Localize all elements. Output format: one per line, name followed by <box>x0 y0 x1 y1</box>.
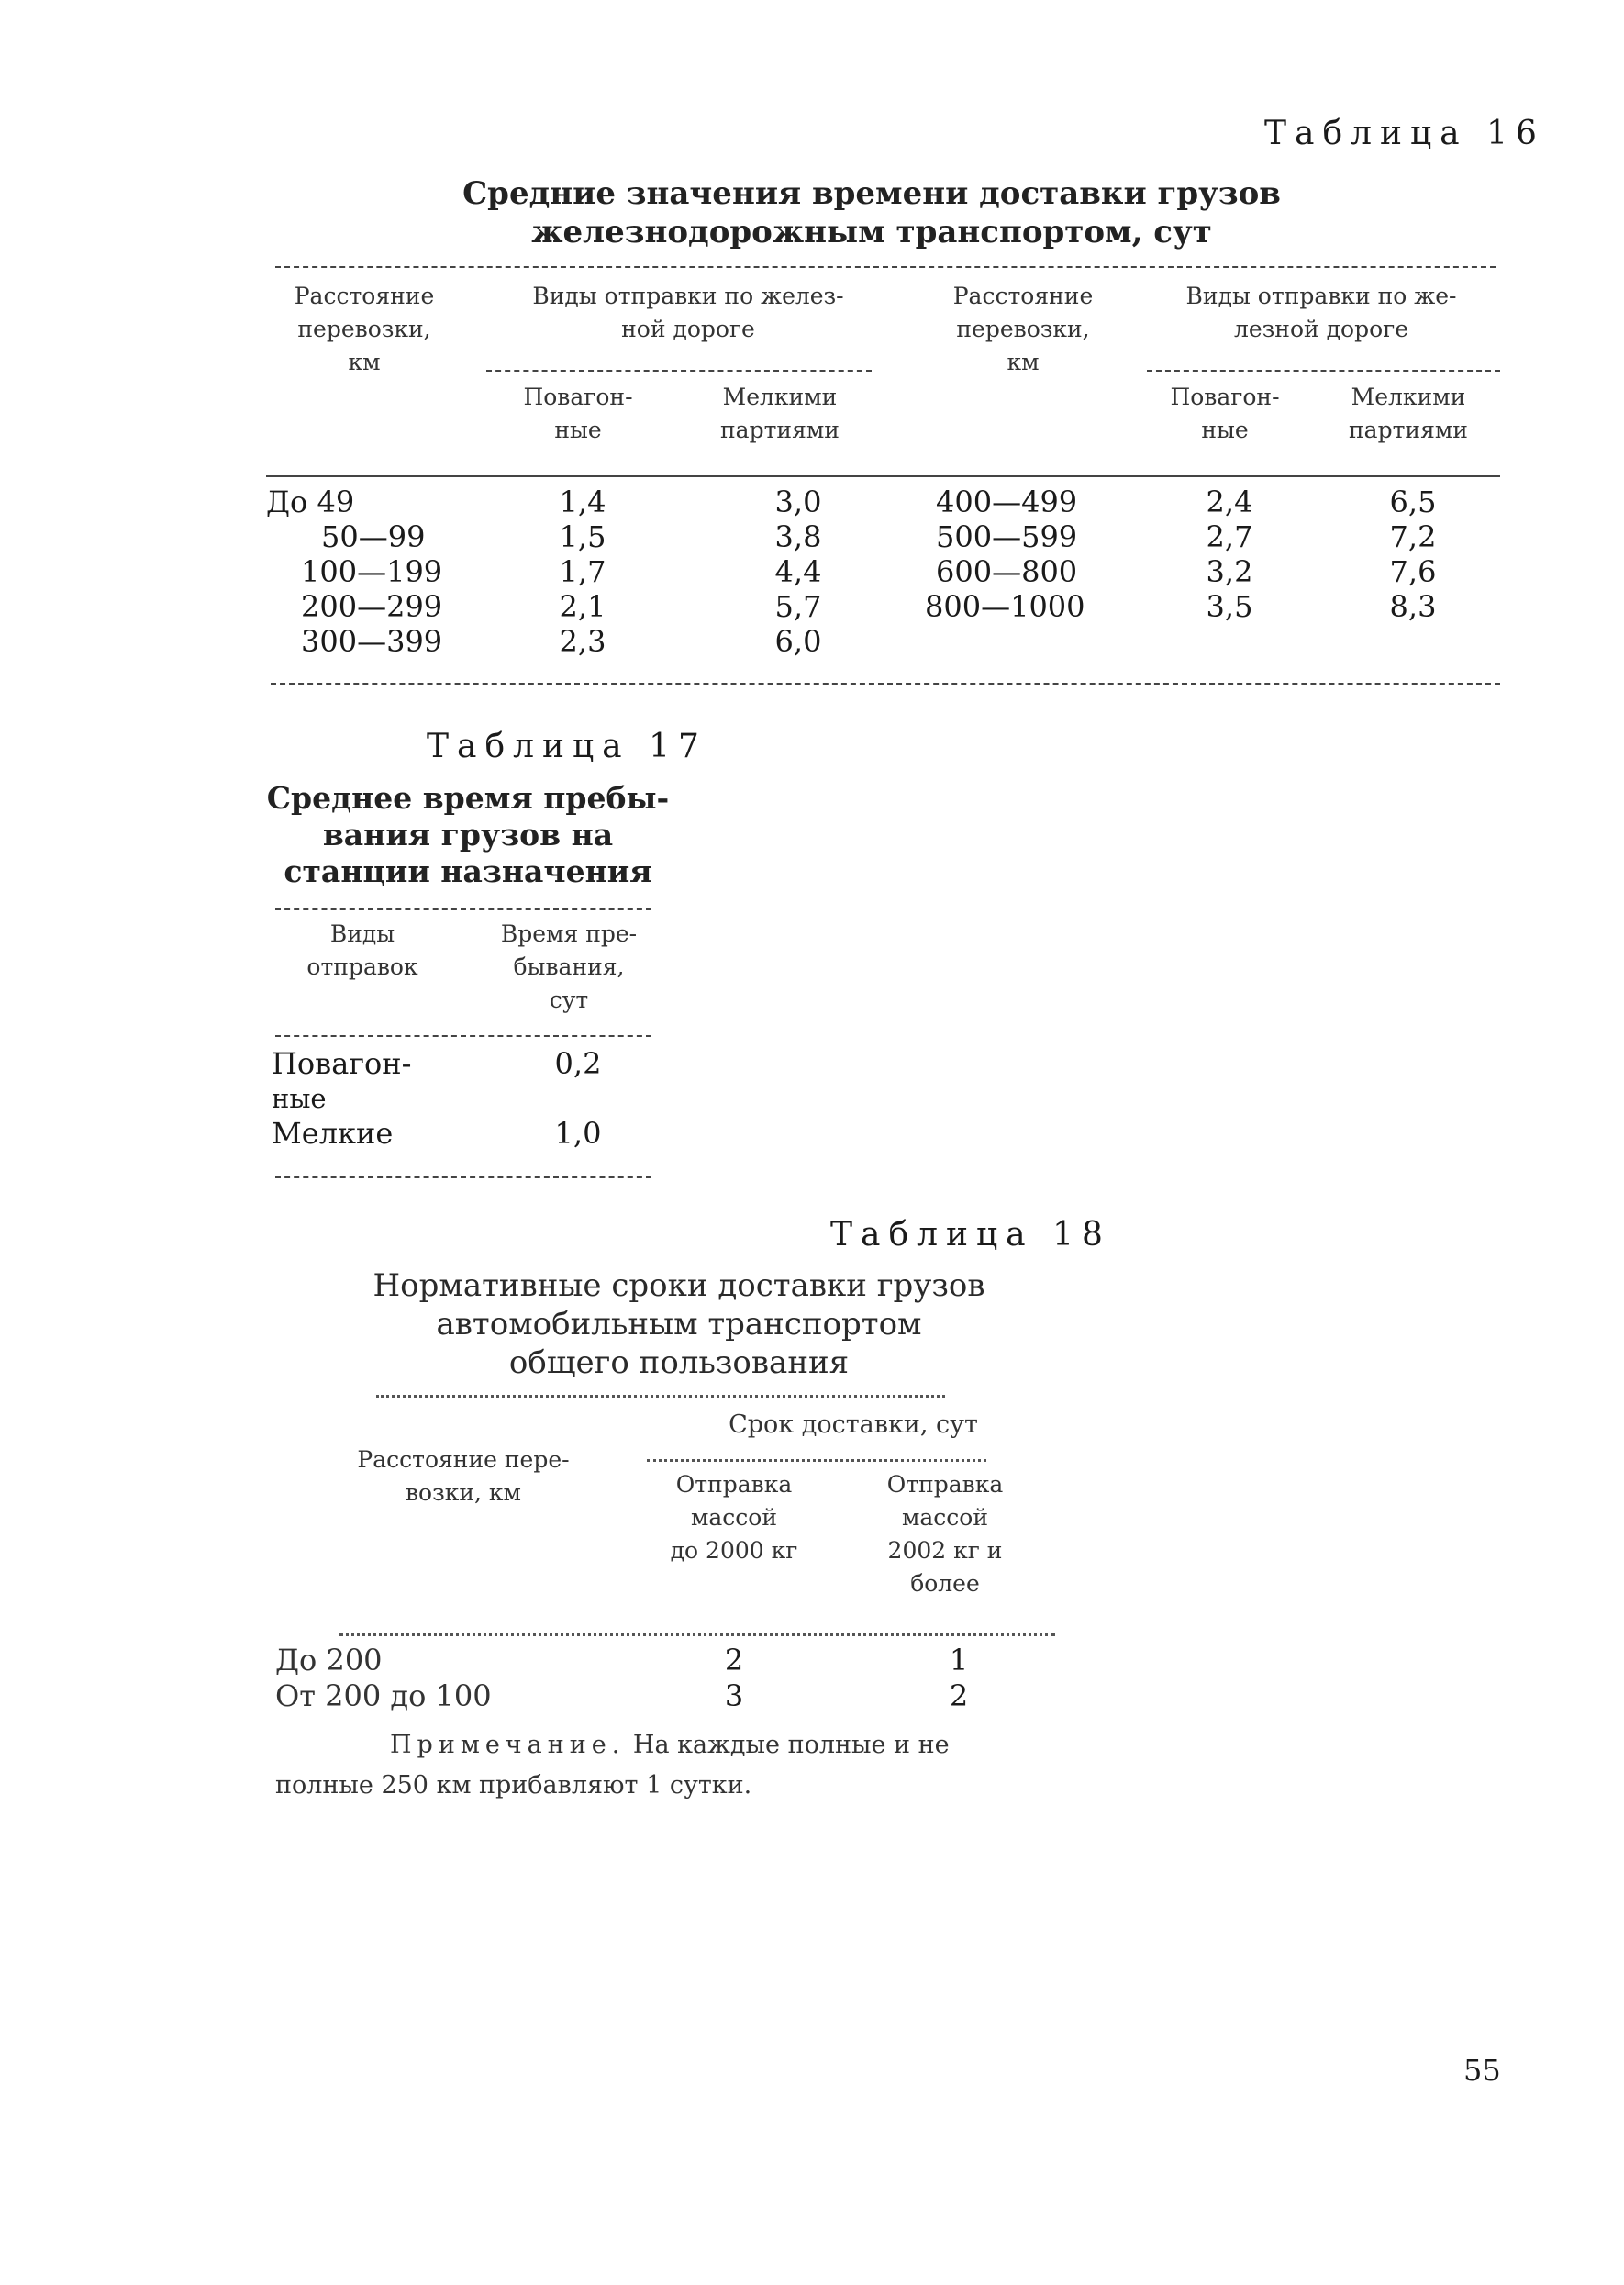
table16-row-4-small: 5,7 <box>774 589 822 624</box>
table18-col-term: Срок доставки, сут <box>729 1410 978 1439</box>
table18-sub-rule <box>647 1459 986 1462</box>
table16-row-3-wagon2: 3,2 <box>1206 554 1253 589</box>
table16-bottom-rule <box>271 683 1500 685</box>
table16-header-rule <box>266 475 1500 477</box>
table16-row-1-small2: 6,5 <box>1389 485 1437 519</box>
table16-row-4-small2: 8,3 <box>1389 589 1437 624</box>
table16-sub-wagon2: Повагон- ные <box>1170 384 1280 443</box>
table17-row-1-time: 0,2 <box>554 1046 602 1081</box>
table16-row-1-distance: До 49 <box>266 485 355 519</box>
table16-col-kinds2: Виды отправки по же- лезной дороге <box>1185 283 1457 342</box>
table16-sub-wagon: Повагон- ные <box>523 384 633 443</box>
table16-top-rule <box>275 266 1496 268</box>
table16-row-4-wagon: 2,1 <box>559 589 606 624</box>
table16-row-2-distance2: 500—599 <box>936 519 1078 554</box>
table16-sub-small2: Мелкими партиями <box>1349 384 1468 443</box>
table16-row-3-distance2: 600—800 <box>936 554 1078 589</box>
table16-col-distance: Расстояние перевозки, км <box>294 283 435 375</box>
table16-row-1-distance2: 400—499 <box>936 485 1078 519</box>
table18-row-1-distance: До 200 <box>275 1643 383 1678</box>
table16-row-5-wagon: 2,3 <box>559 624 606 659</box>
table16-col-kinds: Виды отправки по желез- ной дороге <box>532 283 844 342</box>
table18-row-2-a: 3 <box>724 1678 744 1713</box>
table17-row-2-kind: Мелкие <box>272 1116 394 1151</box>
table16-row-2-distance: 50—99 <box>321 519 426 554</box>
table18-row-1-b: 1 <box>949 1643 969 1678</box>
page-number: 55 <box>1463 2053 1501 2088</box>
table16-row-1-wagon2: 2,4 <box>1206 485 1253 519</box>
table16-row-4-wagon2: 3,5 <box>1206 589 1253 624</box>
table17-title: Среднее время пребы- вания грузов на станции назначения <box>266 780 670 889</box>
table16-row-3-distance: 100—199 <box>301 554 443 589</box>
table17-bottom-rule <box>275 1176 651 1178</box>
table18-note <box>275 1725 1064 1806</box>
table16-row-2-small: 3,8 <box>774 519 822 554</box>
table17-header-rule <box>275 1035 651 1037</box>
table17-col-time: Время пре- бывания, сут <box>500 920 638 1013</box>
table18-title: Нормативные сроки доставки грузов автомобильным транспортом общего пользования <box>373 1267 985 1381</box>
table16-row-4-distance2: 800—1000 <box>925 589 1085 624</box>
table18-row-1-a: 2 <box>724 1643 744 1678</box>
table18-row-2-b: 2 <box>949 1678 969 1713</box>
table16-row-3-small2: 7,6 <box>1389 554 1437 589</box>
table16-col-distance2: Расстояние перевозки, км <box>952 283 1094 375</box>
table16-row-5-distance: 300—399 <box>301 624 443 659</box>
table18-sub-a: Отправка массой до 2000 кг <box>670 1471 798 1564</box>
table16-label: Таблица 16 <box>1264 115 1545 152</box>
table17-row-2-time: 1,0 <box>554 1116 602 1151</box>
table16-sub-small: Мелкими партиями <box>720 384 840 443</box>
table18-label: Таблица 18 <box>830 1216 1111 1254</box>
table16-row-3-wagon: 1,7 <box>559 554 606 589</box>
table16-row-5-small: 6,0 <box>774 624 822 659</box>
table18-header-rule <box>339 1633 1055 1636</box>
table16-row-2-small2: 7,2 <box>1389 519 1437 554</box>
table16-sub-rule-right <box>1147 370 1500 372</box>
table16-row-1-wagon: 1,4 <box>559 485 606 519</box>
table17-row-1-kind: Повагон- ные <box>272 1046 412 1114</box>
note-text-2: полные 250 км прибавляют 1 сутки. <box>275 1771 752 1800</box>
table18-row-2-distance: От 200 до 100 <box>275 1678 492 1713</box>
table16-row-3-small: 4,4 <box>774 554 822 589</box>
note-label: Примечание. <box>390 1731 626 1759</box>
table17-label: Таблица 17 <box>427 728 707 765</box>
table16-sub-rule-left <box>486 370 872 372</box>
table18-col-distance: Расстояние пере- возки, км <box>357 1446 570 1506</box>
note-text-1: На каждые полные и не <box>625 1731 950 1759</box>
table16-row-2-wagon: 1,5 <box>559 519 606 554</box>
table16-title: Средние значения времени доставки грузов железнодорожным транспортом, сут <box>462 175 1281 251</box>
table17-top-rule <box>275 908 651 910</box>
table16-row-4-distance: 200—299 <box>301 589 443 624</box>
table16-row-1-small: 3,0 <box>774 485 822 519</box>
table17-col-kinds: Виды отправок <box>306 920 418 980</box>
table18-top-rule <box>376 1395 945 1398</box>
table16-row-2-wagon2: 2,7 <box>1206 519 1253 554</box>
table18-sub-b: Отправка массой 2002 кг и более <box>886 1471 1004 1597</box>
